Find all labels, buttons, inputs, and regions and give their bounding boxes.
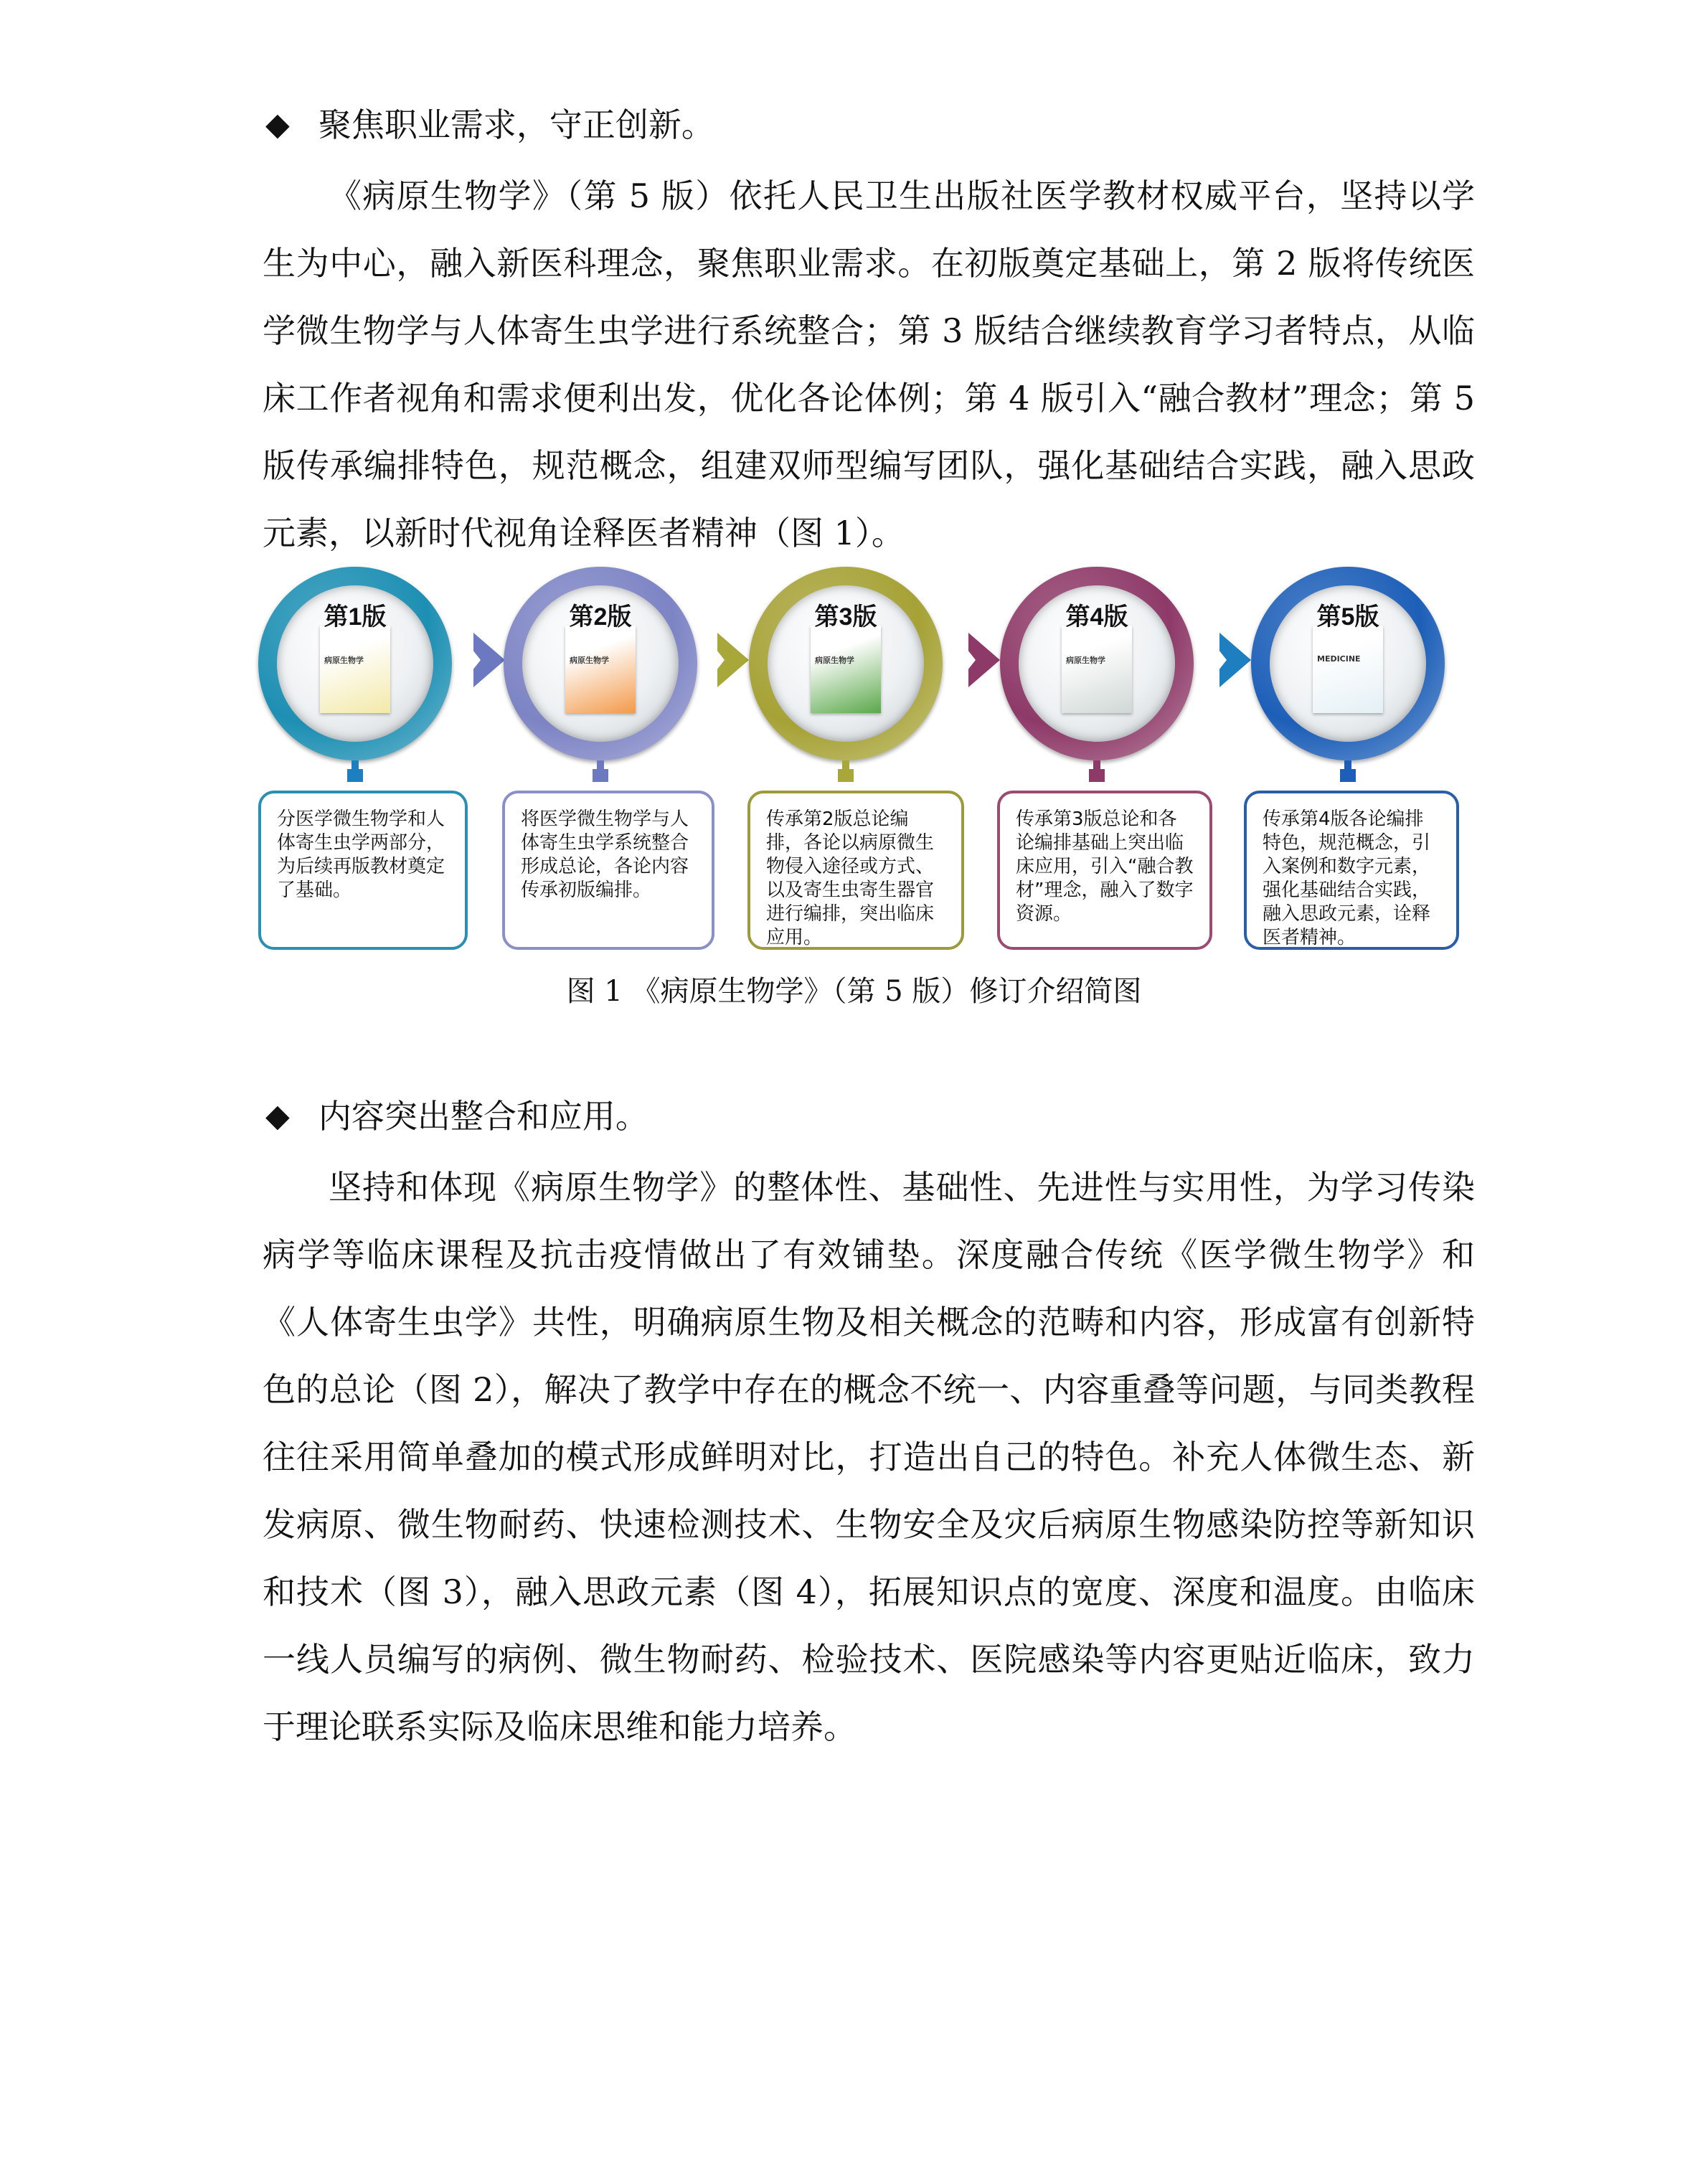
edition-description-box-4: [997, 791, 1212, 950]
section-paragraph-2: 坚持和体现《病原生物学》的整体性、基础性、先进性与实用性，为学习传染病学等临床课程及抗击疫情做出了有效铺垫。深度融合传统《医学微生物学》和《人体寄生虫学》共性，明确病原生物及相关概念的范畴和内容，形成富有创新特色的总论（图 2），解决了教学中存在的概念不统一、内容重叠等问题，与同类教程往往采用简单叠加的模式形成鲜明对比，打造出自己的特色。补充人体微生态、新发病原、微生物耐药、快速检测技术、生物安全及灾后病原生物感染防控等新知识和技术（图 3），融入思政元素（图 4），拓展知识点的宽度、深度和温度。由临床一线人员编写的病例、微生物耐药、检验技术、医院感染等内容更贴近临床，致力于理论联系实际及临床思维和能力培养。: [263, 1168, 1475, 1746]
edition-description-box-1: [258, 791, 468, 950]
arrow-down-icon: [593, 769, 608, 782]
section-paragraph-1: 《病原生物学》（第 5 版）依托人民卫生出版社医学教材权威平台，坚持以学生为中心，融入新医科理念，聚焦职业需求。在初版奠定基础上，第 2 版将传统医学微生物学与人体寄生虫学进行系统整合；第 3 版结合继续教育学习者特点，从临床工作者视角和需求便利出发，优化各论体例；第 4 版引入“融合教材”理念；第 5 版传承编排特色，规范概念，组建双师型编写团队，强化基础结合实践，融入思政元素，以新时代视角诠释医者精神（图 1）。: [263, 176, 1475, 552]
arrow-down-icon: [1340, 769, 1356, 782]
edition-badge-5: [1251, 567, 1445, 760]
figure-1-caption: 图 1 《病原生物学》（第 5 版）修订介绍简图: [566, 975, 1142, 1008]
edition-badge-1: [258, 567, 452, 760]
book-title-5: MEDICINE: [1317, 654, 1361, 664]
chevron-right-icon: [473, 633, 505, 687]
arrow-down-icon: [347, 769, 363, 782]
edition-label-1: 第1版: [324, 603, 387, 631]
edition-description-1: 分医学微生物学和人体寄生虫学两部分，为后续再版教材奠定了基础。: [277, 808, 445, 901]
figure-1-revision-diagram: [258, 567, 1463, 968]
book-title-4: 病原生物学: [1066, 656, 1105, 665]
edition-label-5: 第5版: [1316, 603, 1379, 631]
book-cover-1: [320, 626, 390, 713]
arrow-down-icon: [1089, 769, 1105, 782]
chevron-right-icon: [968, 633, 1000, 687]
edition-description-box-3: [747, 791, 964, 950]
diamond-bullet-icon: ◆: [265, 1098, 290, 1134]
book-cover-5: [1313, 626, 1383, 713]
edition-description-5: 传承第4版各论编排特色，规范概念，引入案例和数字元素，强化基础结合实践，融入思政元素，诠释医者精神。: [1263, 808, 1431, 948]
chevron-right-icon: [1219, 633, 1251, 687]
edition-badge-4: [1000, 567, 1194, 760]
edition-label-2: 第2版: [569, 603, 632, 631]
section-heading-text-1: 聚焦职业需求，守正创新。: [318, 105, 714, 144]
book-title-1: 病原生物学: [324, 656, 364, 665]
book-title-2: 病原生物学: [570, 656, 609, 665]
book-cover-3: [811, 626, 881, 713]
edition-badge-3: [749, 567, 943, 760]
edition-label-4: 第4版: [1065, 603, 1128, 631]
edition-description-2: 将医学微生物学与人体寄生虫学系统整合形成总论，各论内容传承初版编排。: [521, 808, 689, 901]
section-heading-text-2: 内容突出整合和应用。: [318, 1097, 648, 1136]
edition-description-box-5: [1244, 791, 1459, 950]
edition-description-3: 传承第2版总论编排，各论以病原微生物侵入途径或方式、以及寄生虫寄生器官进行编排，突出临床应用。: [766, 808, 935, 948]
section-heading-1: [265, 103, 714, 146]
chevron-right-icon: [717, 633, 749, 687]
book-cover-2: [565, 626, 636, 713]
section-heading-2: [265, 1095, 648, 1138]
edition-badge-2: [504, 567, 697, 760]
book-cover-4: [1062, 626, 1132, 713]
diamond-bullet-icon: ◆: [265, 106, 290, 143]
edition-description-4: 传承第3版总论和各论编排基础上突出临床应用，引入“融合教材”理念，融入了数字资源。: [1016, 808, 1194, 925]
book-title-3: 病原生物学: [815, 656, 854, 665]
edition-label-3: 第3版: [814, 603, 877, 631]
arrow-down-icon: [838, 769, 854, 782]
edition-description-box-2: [502, 791, 714, 950]
